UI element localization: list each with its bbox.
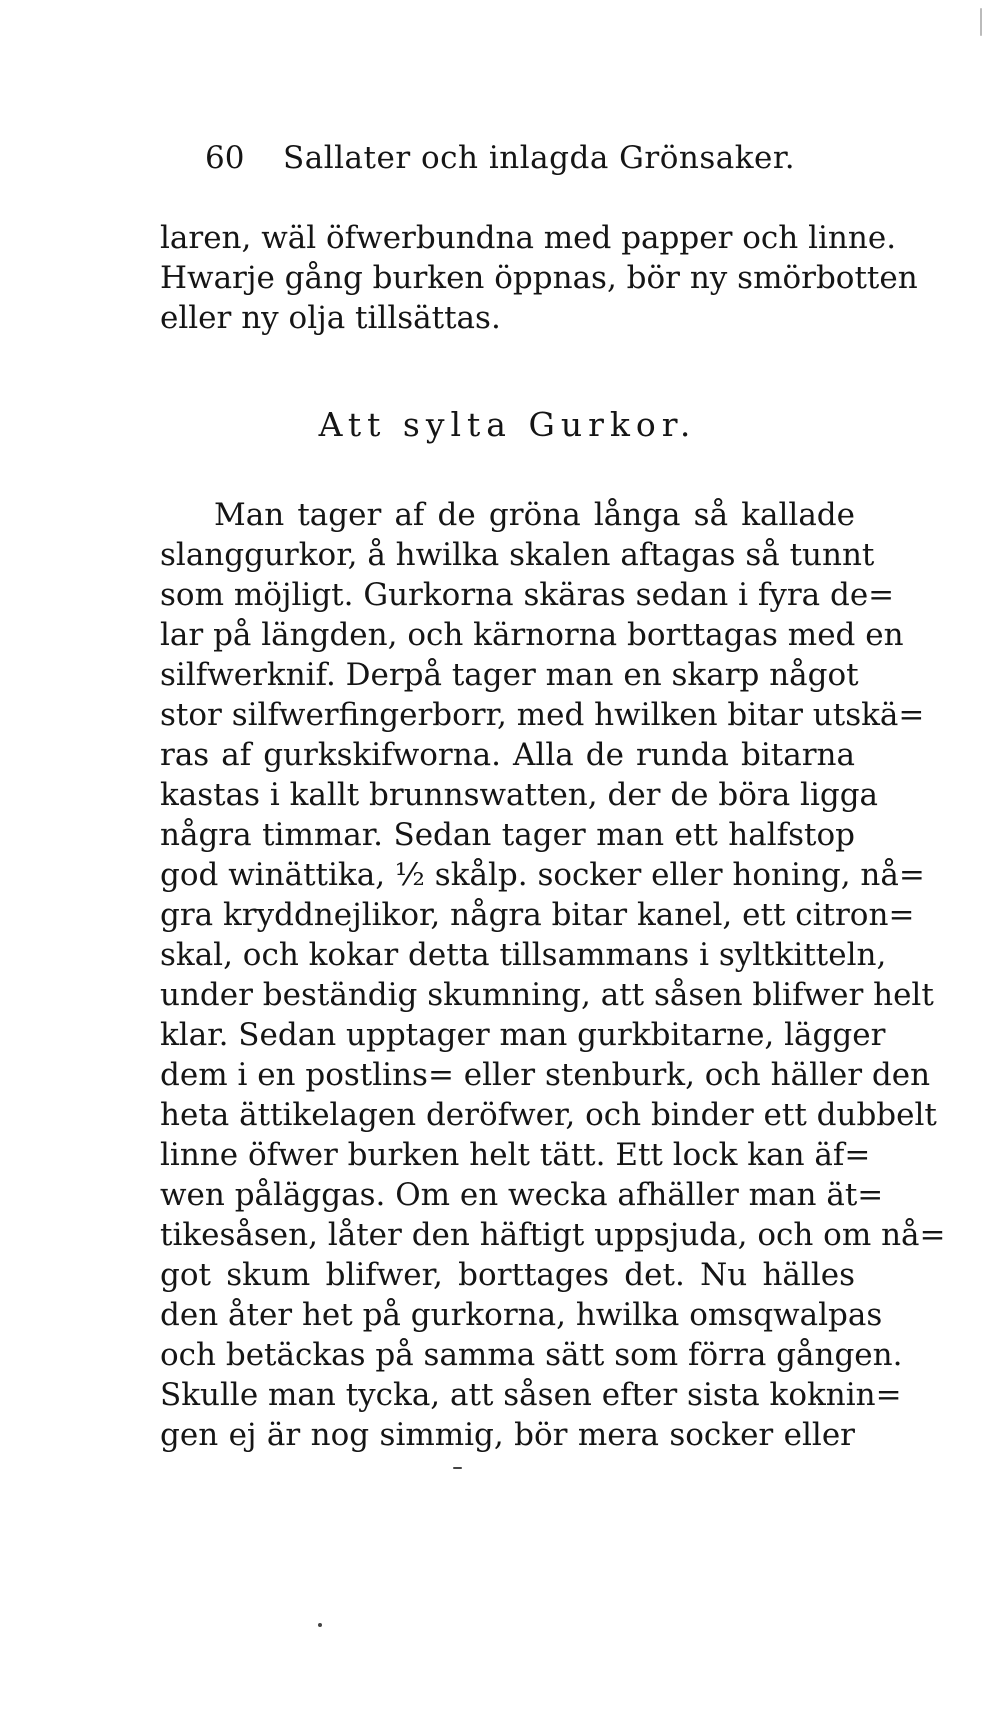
text-line: den åter het på gurkorna, hwilka omsqwalpas [160, 1297, 883, 1333]
text-line: slanggurkor, å hwilka skalen aftagas så tunnt [160, 537, 875, 573]
text-line: silfwerknif. Derpå tager man en skarp något [160, 657, 859, 693]
running-head [205, 136, 825, 180]
text-line: stor silfwerfingerborr, med hwilken bitar utskä= [160, 697, 925, 733]
continued-paragraph [160, 218, 918, 338]
text-line: got skum blifwer, borttages det. Nu hälles [160, 1257, 855, 1293]
text-line: laren, wäl öfwerbundna med papper och linne. [160, 220, 897, 256]
page-edge-mark [980, 8, 982, 36]
text-line: lar på längden, och kärnorna borttagas med en [160, 617, 904, 653]
text-line: tikesåsen, låter den häftigt uppsjuda, och om nå= [160, 1217, 946, 1253]
text-line: linne öfwer burken helt tätt. Ett lock kan äf= [160, 1137, 871, 1173]
text-line: heta ättikelagen deröfwer, och binder ett dubbelt [160, 1097, 937, 1133]
section-heading: Att sylta Gurkor. [318, 405, 697, 444]
text-line: dem i en postlins= eller stenburk, och häller den [160, 1057, 931, 1093]
text-line: gra kryddnejlikor, några bitar kanel, ett citron= [160, 897, 915, 933]
text-line: klar. Sedan upptager man gurkbitarne, lägger [160, 1017, 886, 1053]
text-line: några timmar. Sedan tager man ett halfstop [160, 817, 855, 853]
text-line: wen påläggas. Om en wecka afhäller man ät= [160, 1177, 884, 1213]
text-line: gen ej är nog simmig, bör mera socker eller [160, 1417, 855, 1453]
text-line: ras af gurkskifworna. Alla de runda bitarna [160, 737, 855, 773]
recipe-paragraph [160, 495, 946, 1455]
text-line: kastas i kallt brunnswatten, der de böra ligga [160, 777, 879, 813]
text-line: under beständig skumning, att såsen blifwer helt [160, 977, 934, 1013]
page-number: 60 [205, 140, 245, 176]
paper-speck [318, 1623, 322, 1627]
text-line: Man tager af de gröna långa så kallade [214, 497, 855, 533]
text-line: god winättika, ½ skålp. socker eller honing, nå= [160, 857, 925, 893]
text-line: och betäckas på samma sätt som förra gången. [160, 1337, 903, 1373]
text-line: som möjligt. Gurkorna skäras sedan i fyra de= [160, 577, 895, 613]
paper-speck [453, 1467, 462, 1469]
text-line: Skulle man tycka, att såsen efter sista koknin= [160, 1377, 902, 1413]
text-line: Hwarje gång burken öppnas, bör ny smörbotten [160, 260, 918, 296]
text-line: eller ny olja tillsättas. [160, 300, 501, 336]
text-line: skal, och kokar detta tillsammans i syltkitteln, [160, 937, 887, 973]
running-head-title: Sallater och inlagda Grönsaker. [283, 140, 796, 176]
